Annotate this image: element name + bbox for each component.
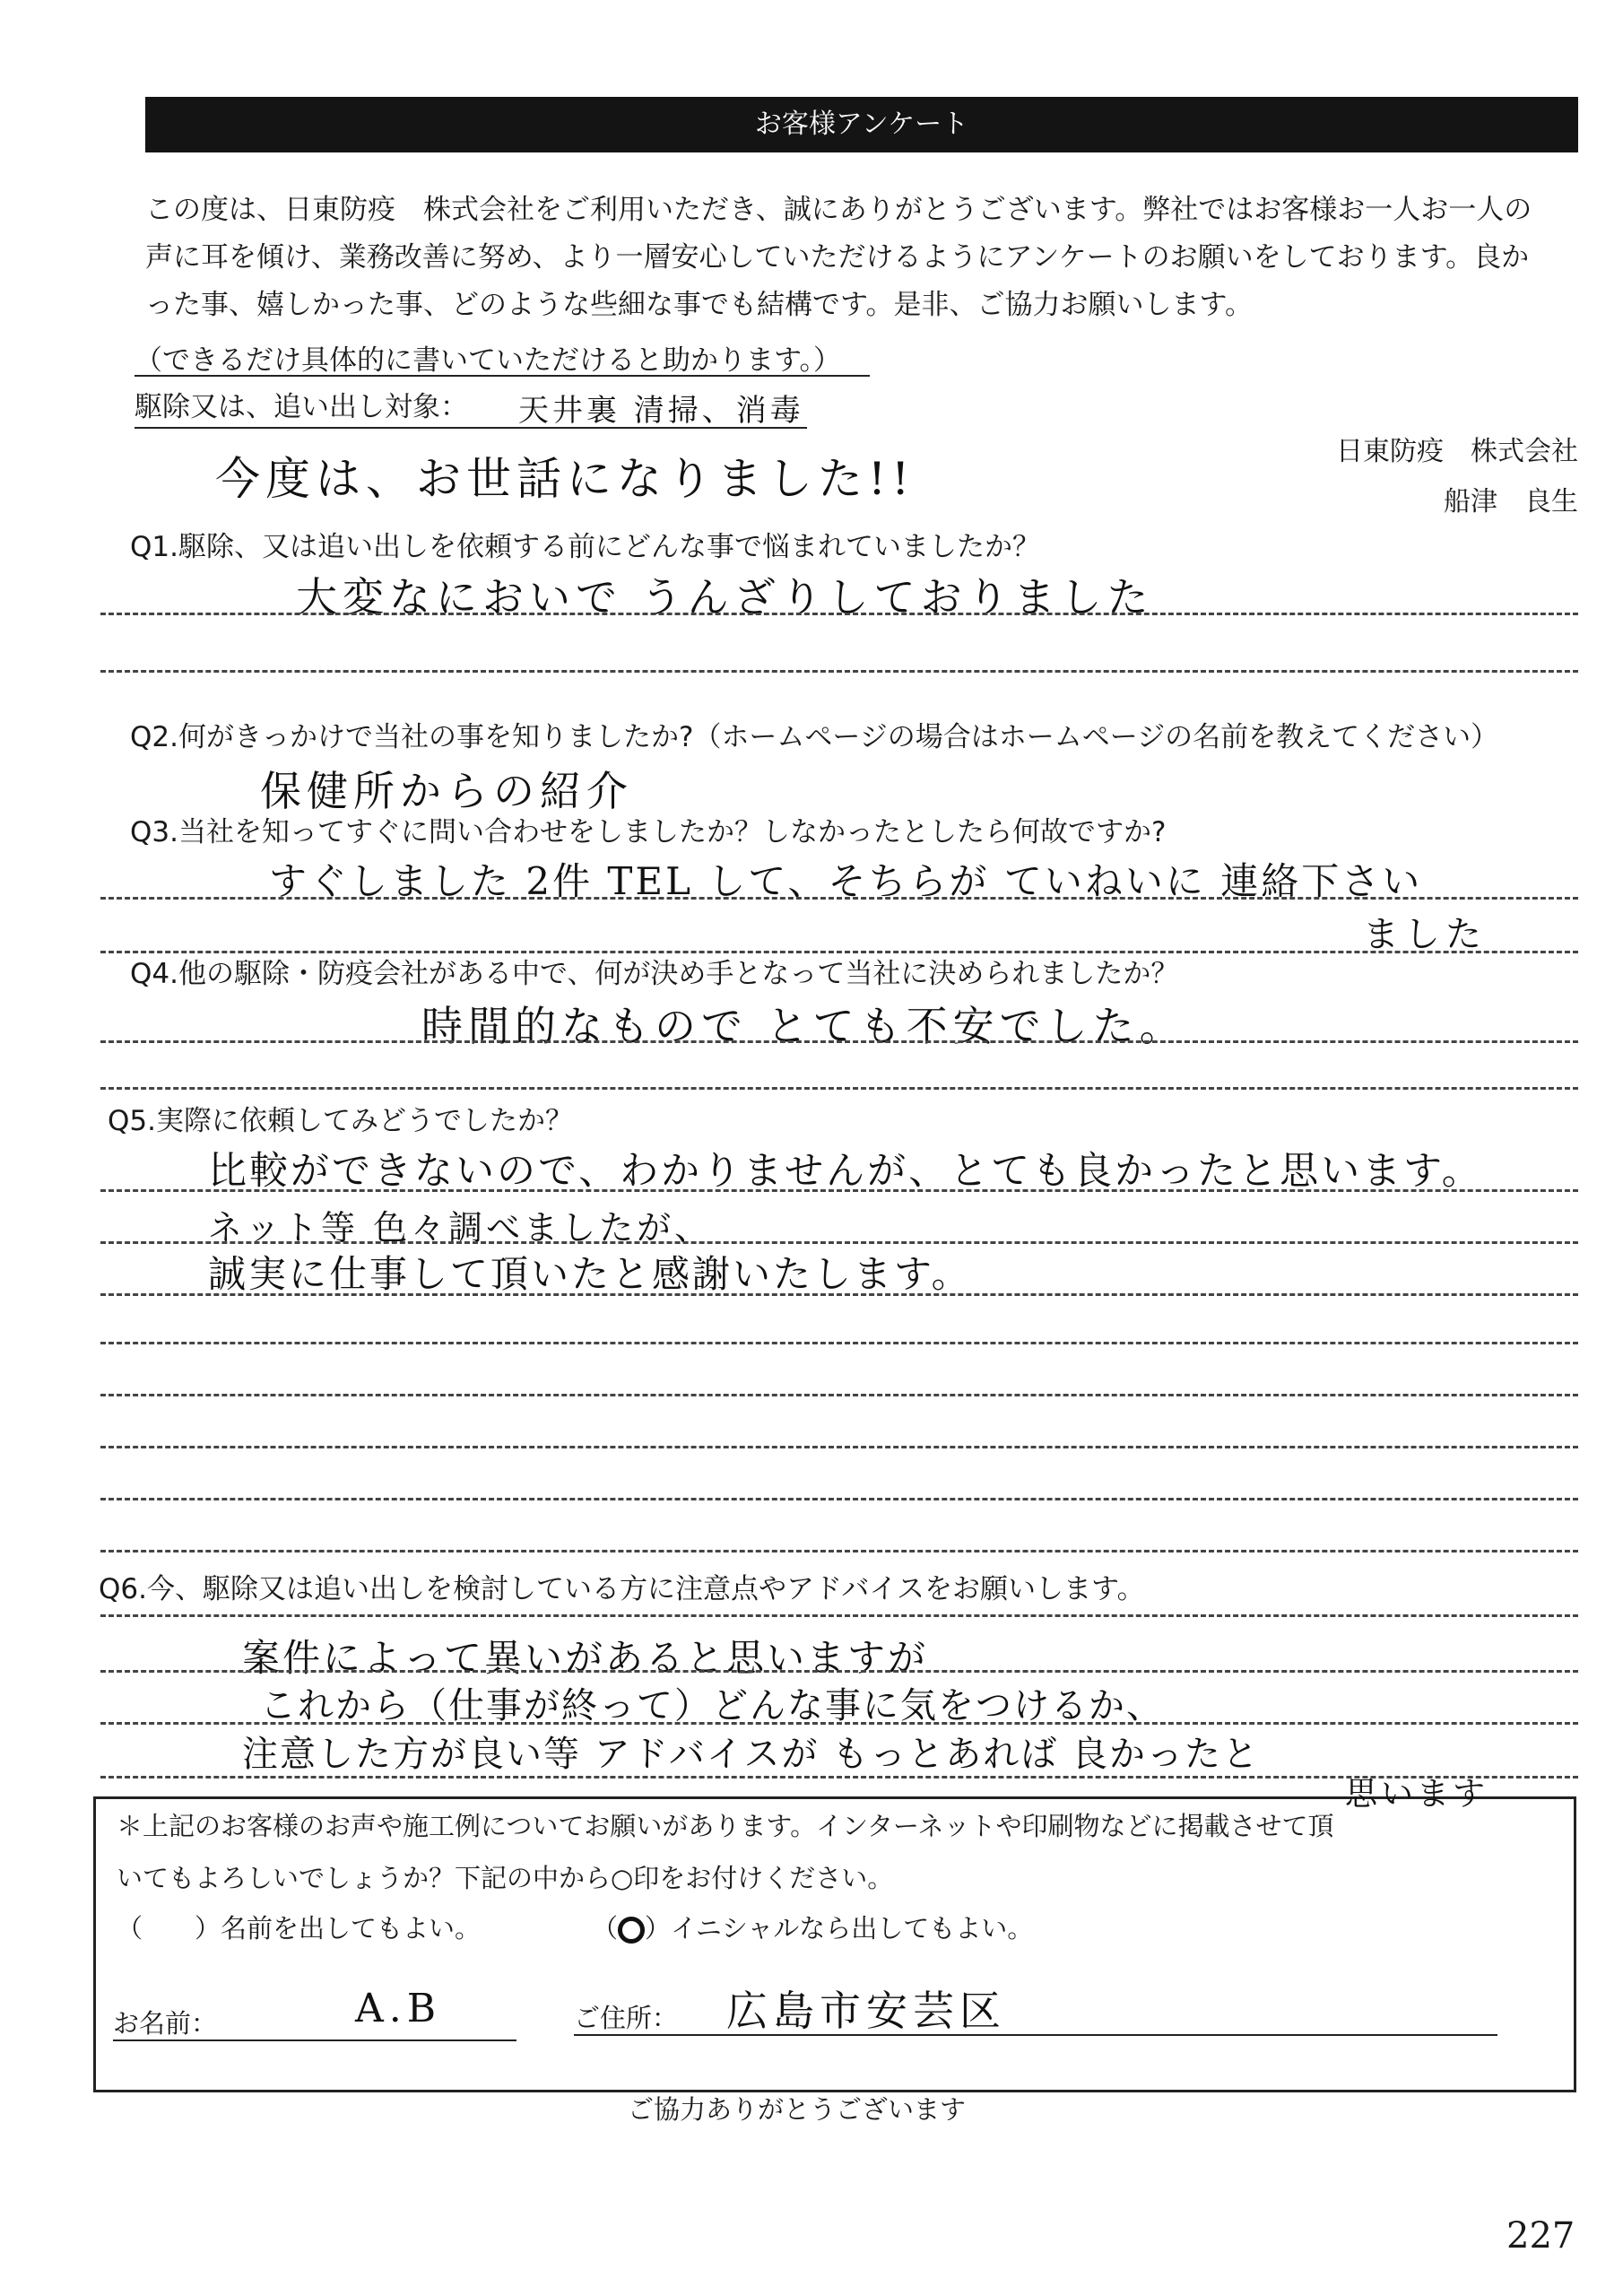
answer-q6-line3: 注意した方が良い等 アドバイスが もっとあれば 良かったと <box>242 1734 1260 1775</box>
intro-line: 声に耳を傾け、業務改善に努め、より一層安心していただけるようにアンケートのお願いをしております。良か <box>145 241 1530 274</box>
answer-q5-line2: ネット等 色々調べましたが、 <box>208 1208 713 1248</box>
note-underline <box>135 375 870 377</box>
intro-line: った事、嬉しかった事、どのような些細な事でも結構です。是非、ご協力お願いします。 <box>145 289 1254 321</box>
survey-title-bar <box>145 97 1578 152</box>
answer-q5-line3: 誠実に仕事して頂いたと感謝いたします。 <box>208 1252 972 1296</box>
answer-line <box>100 1614 1578 1617</box>
name-value[interactable]: A.B <box>355 1986 442 2031</box>
answer-line <box>100 670 1578 673</box>
address-label: ご住所： <box>574 2003 679 2033</box>
answer-line <box>100 1040 1578 1043</box>
answer-line <box>100 1394 1578 1396</box>
page-number: 227 <box>1506 2215 1575 2257</box>
target-label: 駆除又は、追い出し対象： <box>135 391 468 423</box>
target-underline <box>135 427 807 429</box>
question-q4: Q4.他の駆除・防疫会社がある中で、何が決め手となって当社に決められましたか？ <box>130 958 1179 990</box>
answer-line <box>100 1722 1578 1725</box>
consent-line2: いてもよろしいでしょうか？下記の中から○印をお付けください。 <box>117 1863 894 1893</box>
option-close-text: ）イニシャルなら出してもよい。 <box>645 1913 1034 1944</box>
answer-q6-line2: これから（仕事が終って）どんな事に気をつけるか、 <box>260 1685 1164 1726</box>
circle-mark-icon <box>618 1917 645 1944</box>
footer-thanks: ご協力ありがとうございます <box>628 2094 967 2125</box>
intro-line: この度は、日東防疫 株式会社をご利用いただき、誠にありがとうございます。弊社ではお客様お一人お一人の <box>145 194 1532 226</box>
intro-note: （できるだけ具体的に書いていただけると助かります。） <box>135 344 842 377</box>
answer-line <box>100 1241 1578 1244</box>
question-q5: Q5.実際に依頼してみどうでしたか？ <box>108 1105 573 1137</box>
answer-line <box>100 1342 1578 1344</box>
question-q2: Q2.何がきっかけで当社の事を知りましたか?（ホームページの場合はホームページの名前を教えてください） <box>130 721 1499 753</box>
question-q6: Q6.今、駆除又は追い出しを検討している方に注意点やアドバイスをお願いします。 <box>99 1573 1145 1605</box>
answer-q2: 保健所からの紹介 <box>260 767 633 815</box>
answer-q1: 大変なにおいで うんざりしておりました <box>296 573 1154 622</box>
question-q1: Q1.駆除、又は追い出しを依頼する前にどんな事で悩まれていましたか？ <box>130 531 1040 563</box>
consent-line1: ＊上記のお客様のお声や施工例についてお願いがあります。インターネットや印刷物などに掲載させて頂 <box>117 1811 1334 1841</box>
survey-title: お客様アンケート <box>754 109 969 140</box>
answer-line <box>100 1446 1578 1448</box>
answer-line <box>100 1498 1578 1500</box>
company-person: 船津 良生 <box>1444 486 1578 517</box>
address-underline <box>574 2034 1497 2036</box>
answer-line <box>100 1550 1578 1552</box>
answer-line <box>100 1293 1578 1296</box>
answer-line <box>100 1670 1578 1673</box>
answer-q3-cont: ました <box>1363 914 1487 955</box>
company-name: 日東防疫 株式会社 <box>1336 436 1578 467</box>
answer-line <box>100 613 1578 615</box>
option-open-paren: （ <box>592 1913 619 1944</box>
answer-line <box>100 897 1578 900</box>
target-answer: 天井裏 清掃、消毒 <box>518 393 804 429</box>
question-q3: Q3.当社を知ってすぐに問い合わせをしましたか？しなかったとしたら何故ですか? <box>130 816 1167 848</box>
address-value[interactable]: 広島市安芸区 <box>726 1987 1006 2035</box>
answer-q4: 時間的なもので とても不安でした。 <box>421 1002 1186 1050</box>
answer-line <box>100 1189 1578 1192</box>
intro-text <box>145 190 1589 333</box>
consent-option-name[interactable]: （ ）名前を出してもよい。 <box>117 1913 482 1944</box>
greeting-handwritten: 今度は、お世話になりました!! <box>215 453 916 505</box>
answer-q6-line4: 思います <box>1345 1776 1489 1813</box>
answer-q3: すぐしました 2件 TEL して、そちらが ていねいに 連絡下さい <box>269 859 1423 903</box>
name-underline <box>113 2039 516 2041</box>
name-label: お名前： <box>113 2008 218 2039</box>
answer-line <box>100 1087 1578 1090</box>
answer-q5-line1: 比較ができないので、わかりませんが、とても良かったと思います。 <box>208 1149 1483 1194</box>
answer-q6-line1: 案件によって異いがあると思いますが <box>242 1636 929 1680</box>
consent-option-initial[interactable] <box>592 1909 1033 1948</box>
answer-line <box>100 951 1578 953</box>
